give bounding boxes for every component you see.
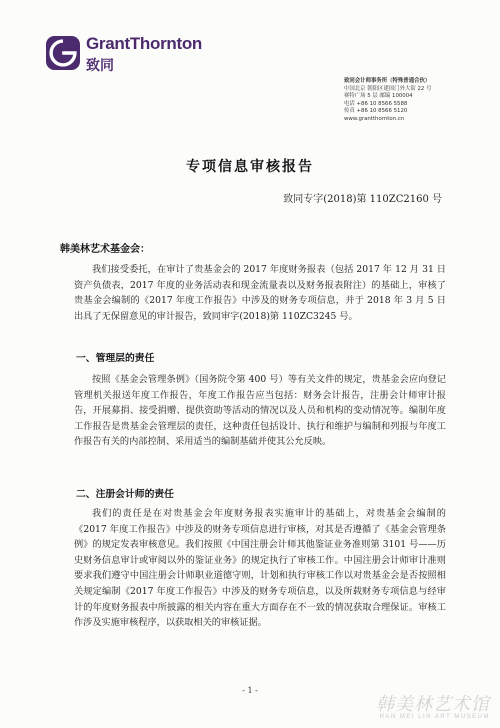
grant-thornton-logo-icon [46, 36, 80, 70]
firm-logo [46, 34, 202, 76]
page-number: - 1 - [242, 686, 258, 695]
watermark-cn: 韩美林艺术馆 [376, 694, 490, 715]
section-1-body: 按照《基金会管理条例》（国务院令第 400 号）等有关文件的规定，贵基金会应向登记管理机关报送年度工作报告，年度工作报告应当包括：财务会计报告，注册会计师审计报告，开展募捐、接受捐赠、提供资助等活动的情况以及人员和机构的变动情况等。编制年度工作报告是贵基金会管理层的责任，这种责任包括设计、执行和维护与编制和列报与年度工作报告有关的内部控制、采用适当的编制基础并使其公允反映。 [74, 374, 446, 448]
museum-watermark [376, 690, 490, 720]
brand-name-en: GrantThornton [86, 34, 203, 53]
firm-name: 致同会计师事务所（特殊普通合伙） [344, 78, 431, 84]
watermark-en: HAN MEI LIN ART MUSEUM [379, 714, 490, 720]
firm-website: www.grantthornton.cn [344, 115, 405, 122]
firm-fax: 传真 +86 10 8566 5120 [344, 108, 408, 115]
report-number: 致同专字(2018)第 110ZC2160 号 [283, 194, 442, 205]
firm-address-line-1: 中国北京 朝阳区建国门外大街 22 号 [344, 85, 432, 92]
addressee: 韩美林艺术基金会： [60, 244, 150, 255]
firm-phone: 电话 +86 10 8566 5588 [344, 100, 408, 107]
report-title: 专项信息审核报告 [186, 159, 314, 175]
section-2-body: 我们的责任是在对贵基金会年度财务报表实施审计的基础上，对贵基金会编制的《2017 年度工作报告》中涉及的财务专项信息进行审核，对其是否遵循了《基金会管理条例》的规定发表审核意见。我们按照《中国注册会计师其他鉴证业务准则第 3101 号——历史财务信息审计或审阅以外的鉴证业务》的规定执行了审核工作。中国注册会计师审计准则要求我们遵守中国注册会计师职业道德守则，计划和执行审核工作以对贵基金会是否按照相关规定编制《2017 年度工作报告》中涉及的财务专项信息，以及所载财务专项信息与经审计的年度财务报表中所披露的相关内容在重大方面存在不一致的情况获取合理保证。审核工作涉及实施审核程序，以获取相关的审核证据。 [74, 508, 446, 629]
section-2-heading: 二、注册会计师的责任 [76, 489, 174, 500]
section-1-heading: 一、管理层的责任 [76, 353, 155, 364]
firm-contact-info [344, 78, 494, 124]
brand-name-cn: 致同 [86, 58, 114, 74]
intro-paragraph: 我们接受委托，在审计了贵基金会的 2017 年度财务报表（包括 2017 年 12 月 31 日资产负债表，2017 年度的业务活动表和现金流量表以及财务报表附注）的基础上，审核了贵基金会编制的《2017 年度工作报告》中涉及的财务专项信息，并于 2018 年 3 月 5 日出具了无保留意见的审计报告，致同审字(2018)第 110ZC3245 号。 [74, 264, 446, 322]
firm-address-line-2: 赛特广场 5 层 邮编 100004 [344, 93, 413, 100]
